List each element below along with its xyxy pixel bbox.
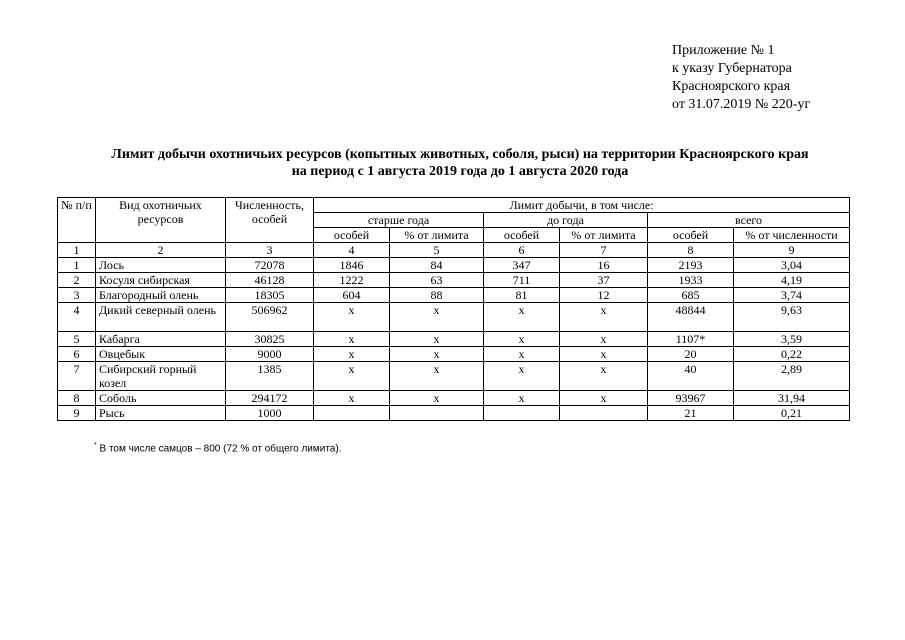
cell-adult-count: 604 — [314, 288, 390, 303]
header-total: всего — [648, 213, 850, 228]
cell-num: 1 — [58, 258, 96, 273]
cell-population: 30825 — [226, 332, 314, 347]
cell-num: 7 — [58, 362, 96, 391]
header-adult-count: особей — [314, 228, 390, 243]
cell-total-pct: 3,74 — [734, 288, 850, 303]
cell-adult-pct: х — [390, 303, 484, 332]
cell-adult-pct: х — [390, 347, 484, 362]
cell-adult-count: 1222 — [314, 273, 390, 288]
cell-total-pct: 0,21 — [734, 406, 850, 421]
cell-population: 18305 — [226, 288, 314, 303]
title-line: Лимит добычи охотничьих ресурсов (копытных животных, соболя, рыси) на территории Красноярского края — [111, 147, 809, 162]
cell-total-count: 93967 — [648, 391, 734, 406]
cell-adult-count: х — [314, 391, 390, 406]
cell-total-count: 685 — [648, 288, 734, 303]
cell-young-count: х — [484, 332, 560, 347]
cell-num: 2 — [58, 273, 96, 288]
cell-young-pct — [560, 406, 648, 421]
column-number: 5 — [390, 243, 484, 258]
header-total-count: особей — [648, 228, 734, 243]
cell-young-pct: 12 — [560, 288, 648, 303]
table-row — [58, 347, 850, 362]
cell-num: 6 — [58, 347, 96, 362]
cell-total-count: 21 — [648, 406, 734, 421]
cell-young-pct: х — [560, 303, 648, 332]
footnote-mark: * — [94, 442, 97, 449]
table-row — [58, 288, 850, 303]
cell-species: Сибирский горный козел — [96, 362, 226, 391]
cell-young-pct: х — [560, 332, 648, 347]
column-number: 9 — [734, 243, 850, 258]
cell-young-pct: х — [560, 391, 648, 406]
cell-species: Косуля сибирская — [96, 273, 226, 288]
appendix-line: Приложение № 1 — [672, 43, 775, 58]
appendix-line: от 31.07.2019 № 220-уг — [672, 97, 811, 112]
cell-adult-pct: х — [390, 332, 484, 347]
cell-species: Благородный олень — [96, 288, 226, 303]
footnote-text: В том числе самцов – 800 (72 % от общего лимита). — [99, 443, 342, 455]
table-row — [58, 391, 850, 406]
cell-adult-pct — [390, 406, 484, 421]
cell-adult-pct: х — [390, 362, 484, 391]
column-number: 8 — [648, 243, 734, 258]
cell-total-count: 40 — [648, 362, 734, 391]
cell-adult-pct: 63 — [390, 273, 484, 288]
appendix-block — [672, 42, 810, 114]
cell-total-pct: 4,19 — [734, 273, 850, 288]
cell-total-count: 20 — [648, 347, 734, 362]
column-number: 6 — [484, 243, 560, 258]
cell-total-count: 1933 — [648, 273, 734, 288]
appendix-line: к указу Губернатора — [672, 61, 792, 76]
cell-adult-count: х — [314, 362, 390, 391]
header-young-pct: % от лимита — [560, 228, 648, 243]
cell-total-count: 48844 — [648, 303, 734, 332]
cell-adult-pct: 88 — [390, 288, 484, 303]
cell-total-pct: 9,63 — [734, 303, 850, 332]
header-young-count: особей — [484, 228, 560, 243]
table-row — [58, 406, 850, 421]
cell-species: Соболь — [96, 391, 226, 406]
cell-young-count: х — [484, 347, 560, 362]
footnote — [94, 442, 341, 454]
cell-adult-count: х — [314, 347, 390, 362]
cell-young-count: х — [484, 391, 560, 406]
table-row — [58, 258, 850, 273]
cell-total-count: 1107* — [648, 332, 734, 347]
cell-adult-count — [314, 406, 390, 421]
cell-population: 72078 — [226, 258, 314, 273]
cell-adult-count: 1846 — [314, 258, 390, 273]
table-row — [58, 273, 850, 288]
header-adult: старше года — [314, 213, 484, 228]
cell-young-pct: 16 — [560, 258, 648, 273]
cell-num: 9 — [58, 406, 96, 421]
table-row — [58, 303, 850, 332]
column-number: 4 — [314, 243, 390, 258]
cell-young-pct: х — [560, 347, 648, 362]
cell-adult-pct: х — [390, 391, 484, 406]
cell-total-pct: 2,89 — [734, 362, 850, 391]
header-total-pct: % от численности — [734, 228, 850, 243]
cell-population: 1385 — [226, 362, 314, 391]
cell-population: 1000 — [226, 406, 314, 421]
cell-total-count: 2193 — [648, 258, 734, 273]
document-title — [60, 146, 860, 180]
title-line: на период с 1 августа 2019 года до 1 августа 2020 года — [291, 164, 629, 179]
cell-species: Лось — [96, 258, 226, 273]
header-species: Вид охотничьих ресурсов — [96, 198, 226, 243]
header-adult-pct: % от лимита — [390, 228, 484, 243]
cell-young-count — [484, 406, 560, 421]
column-number: 2 — [96, 243, 226, 258]
cell-num: 4 — [58, 303, 96, 332]
column-number: 1 — [58, 243, 96, 258]
limits-table — [57, 197, 850, 421]
cell-population: 46128 — [226, 273, 314, 288]
cell-population: 506962 — [226, 303, 314, 332]
cell-young-count: 711 — [484, 273, 560, 288]
table-row — [58, 332, 850, 347]
cell-adult-count: х — [314, 303, 390, 332]
cell-total-pct: 3,59 — [734, 332, 850, 347]
cell-species: Кабарга — [96, 332, 226, 347]
cell-total-pct: 31,94 — [734, 391, 850, 406]
cell-num: 3 — [58, 288, 96, 303]
header-population: Численность, особей — [226, 198, 314, 243]
cell-species: Овцебык — [96, 347, 226, 362]
cell-young-count: 81 — [484, 288, 560, 303]
appendix-line: Красноярского края — [672, 79, 791, 94]
cell-population: 9000 — [226, 347, 314, 362]
cell-num: 8 — [58, 391, 96, 406]
cell-young-count: 347 — [484, 258, 560, 273]
column-number: 7 — [560, 243, 648, 258]
cell-total-pct: 3,04 — [734, 258, 850, 273]
column-numbers-row — [58, 243, 850, 258]
cell-num: 5 — [58, 332, 96, 347]
cell-total-pct: 0,22 — [734, 347, 850, 362]
cell-young-pct: х — [560, 362, 648, 391]
cell-young-count: х — [484, 362, 560, 391]
header-limit: Лимит добычи, в том числе: — [314, 198, 850, 213]
header-young: до года — [484, 213, 648, 228]
cell-population: 294172 — [226, 391, 314, 406]
header-num: № п/п — [58, 198, 96, 243]
table-row — [58, 362, 850, 391]
cell-young-pct: 37 — [560, 273, 648, 288]
cell-species: Рысь — [96, 406, 226, 421]
cell-adult-count: х — [314, 332, 390, 347]
cell-young-count: х — [484, 303, 560, 332]
column-number: 3 — [226, 243, 314, 258]
cell-species: Дикий северный олень — [96, 303, 226, 332]
cell-adult-pct: 84 — [390, 258, 484, 273]
